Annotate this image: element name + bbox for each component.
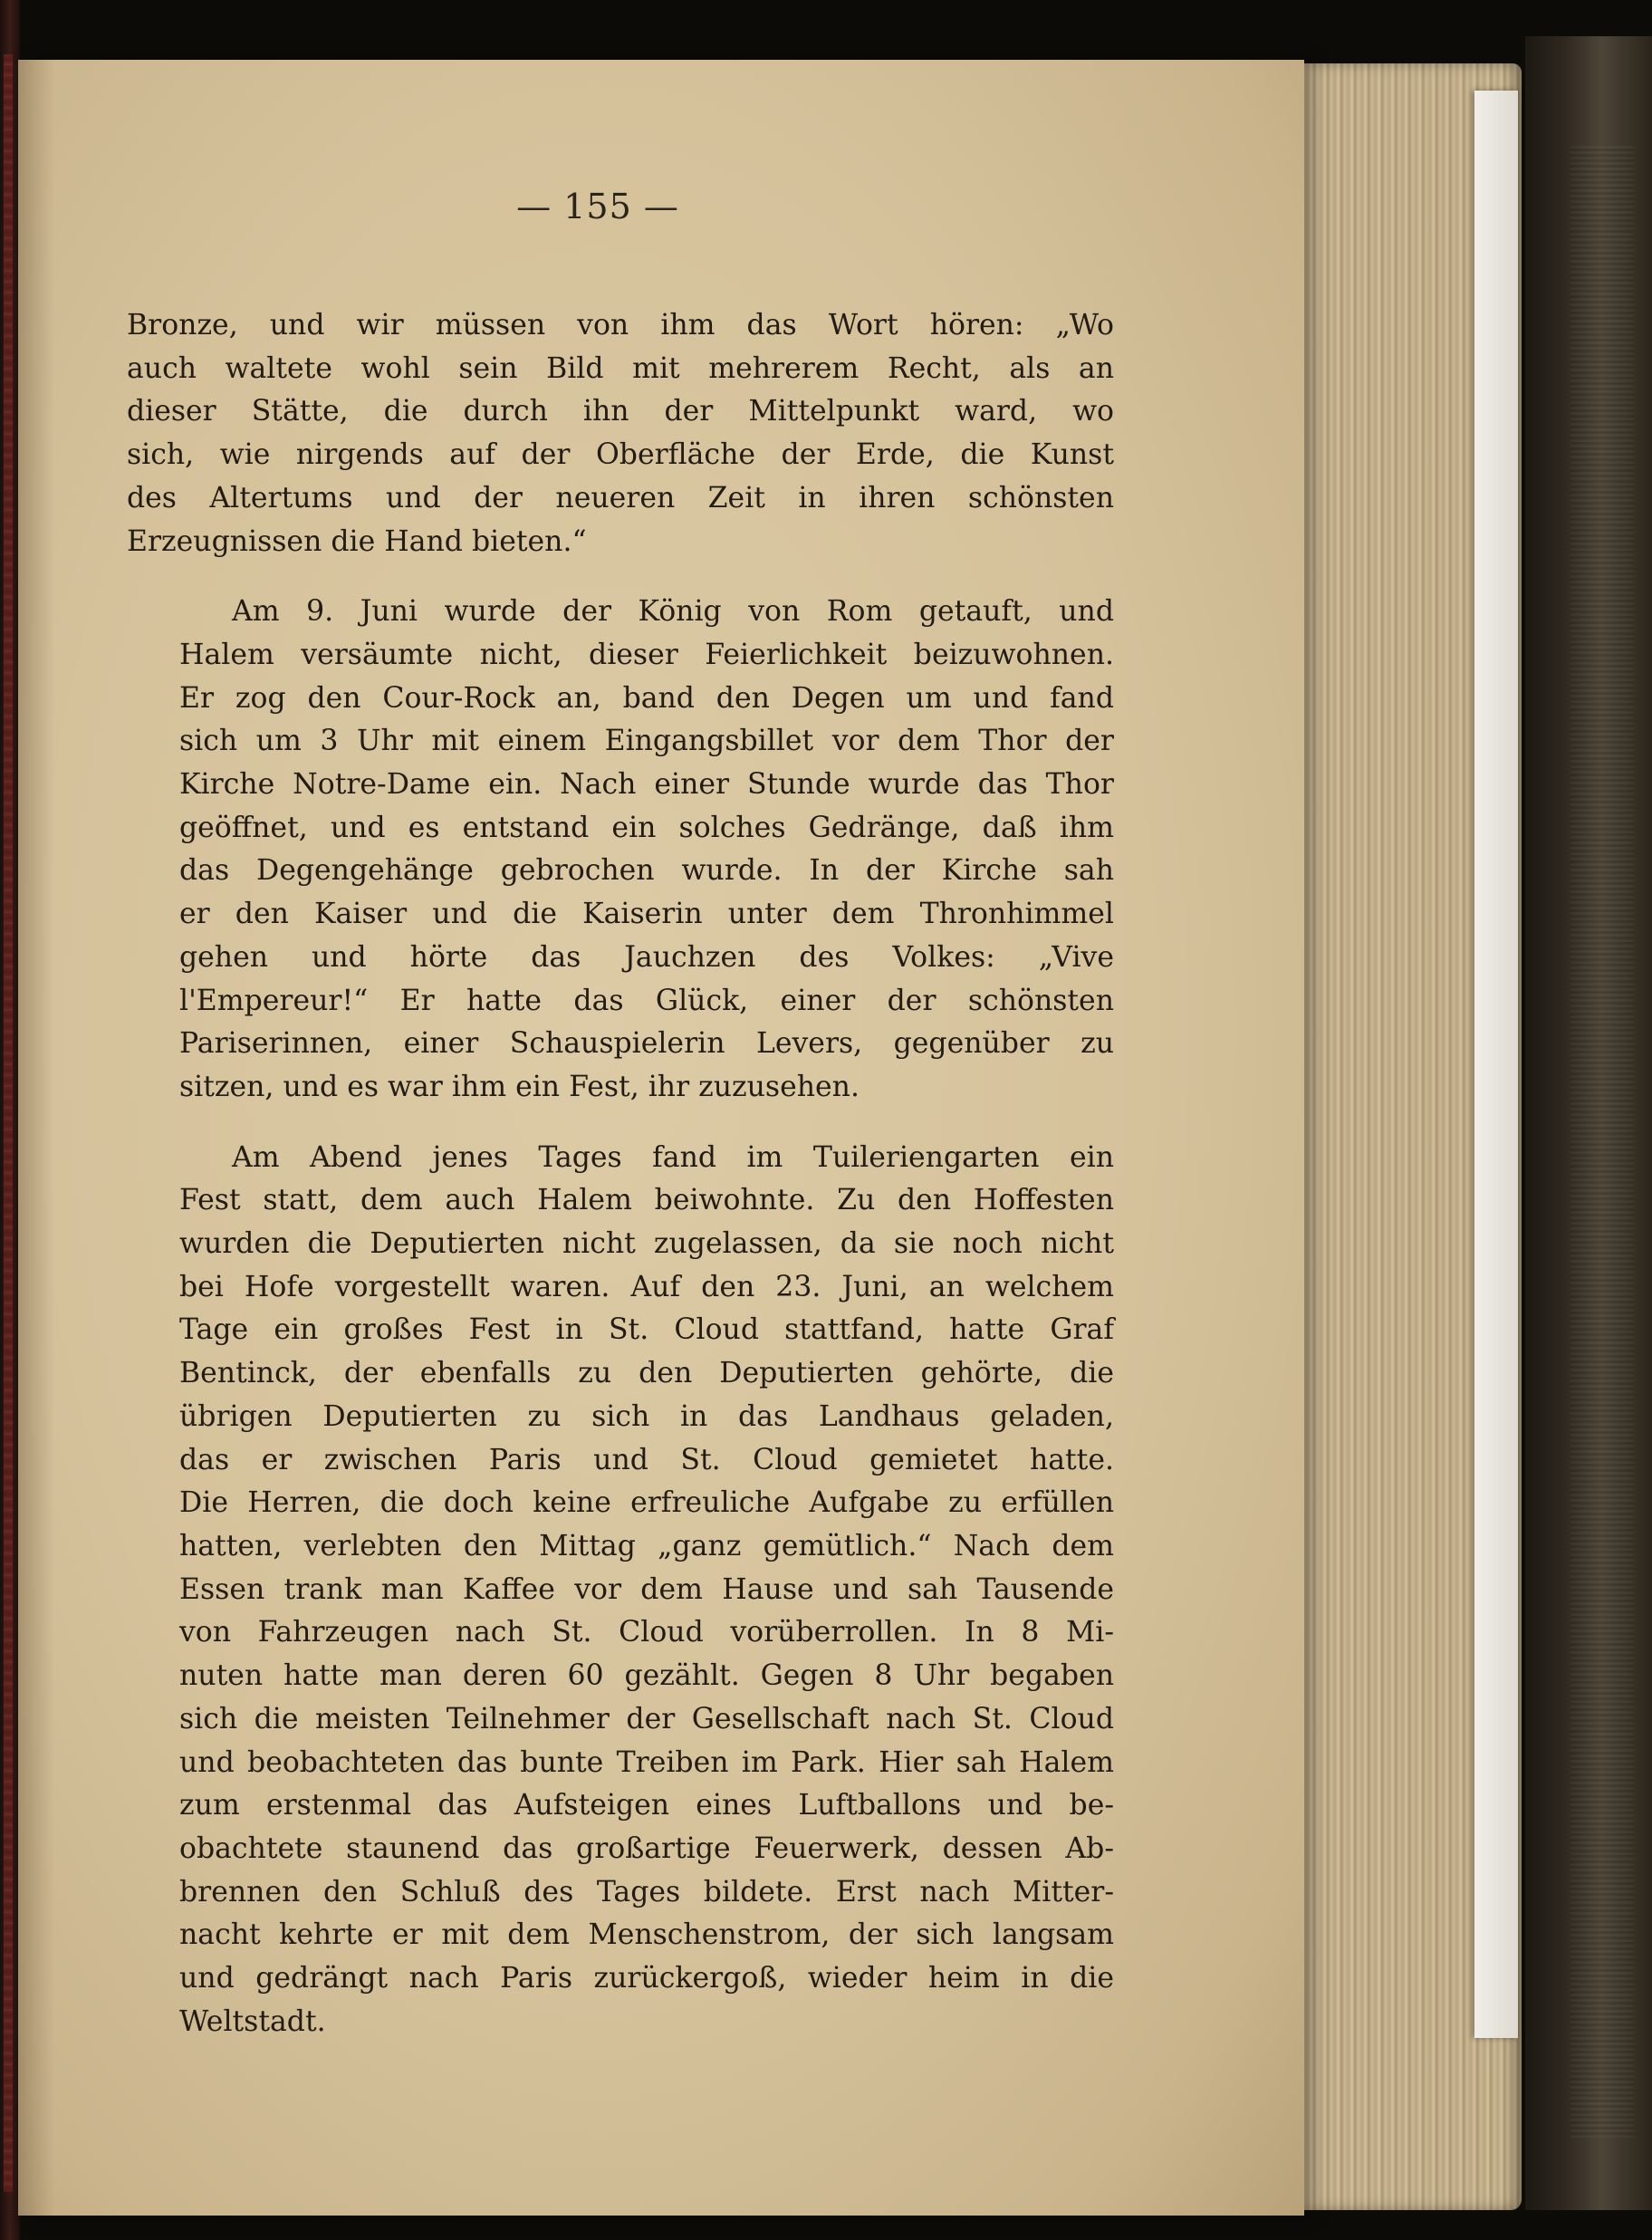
cover-texture — [1570, 145, 1634, 2138]
text-line: Weltstadt. — [179, 2004, 326, 2038]
text-line: und gedrängt nach Paris zurückergoß, wieder heim in die — [179, 1962, 1114, 1995]
book-cover-left — [0, 0, 20, 2240]
text-line: Erzeugnissen die Hand bieten.“ — [127, 524, 587, 558]
body-text — [127, 304, 1114, 2043]
text-line: auch waltete wohl sein Bild mit mehrerem Recht, als an — [127, 351, 1114, 385]
text-line: Er zog den Cour-Rock an, band den Degen um und fand — [179, 681, 1114, 715]
text-line: Bentinck, der ebenfalls zu den Deputierten gehörte, die — [179, 1357, 1114, 1390]
paragraph-2 — [127, 591, 1114, 1109]
text-line: sich, wie nirgends auf der Oberfläche der Erde, die Kunst — [127, 438, 1114, 472]
text-line: Kirche Notre-Dame ein. Nach einer Stunde wurde das Thor — [179, 768, 1114, 802]
text-line: von Fahrzeugen nach St. Cloud vorüberrollen. In 8 Mi- — [179, 1616, 1114, 1649]
text-line: übrigen Deputierten zu sich in das Landhaus geladen, — [179, 1399, 1114, 1433]
text-line: bei Hofe vorgestellt waren. Auf den 23. Juni, an welchem — [179, 1270, 1114, 1303]
paragraph-1 — [127, 304, 1114, 563]
text-line: des Altertums und der neueren Zeit in ihren schönsten — [127, 481, 1114, 514]
text-line: zum erstenmal das Aufsteigen eines Luftballons und be- — [179, 1789, 1114, 1822]
text-line: nuten hatte man deren 60 gezählt. Gegen 8 Uhr begaben — [179, 1659, 1114, 1693]
bookmark-slip — [1474, 91, 1518, 2038]
text-line: Essen trank man Kaffee vor dem Hause und sah Tausende — [179, 1572, 1114, 1606]
text-line: Bronze, und wir müssen von ihm das Wort hören: „Wo — [127, 309, 1114, 341]
text-line: Pariserinnen, einer Schauspielerin Levers, gegenüber zu — [179, 1027, 1114, 1061]
page-number: — 155 — — [516, 187, 679, 226]
text-line: Am Abend jenes Tages fand im Tuileriengarten ein — [232, 1140, 1114, 1174]
text-line: obachtete staunend das großartige Feuerwerk, dessen Ab- — [179, 1831, 1114, 1865]
text-line: Tage ein großes Fest in St. Cloud stattfand, hatte Graf — [179, 1313, 1114, 1347]
book-page — [18, 60, 1304, 2216]
text-line: Die Herren, die doch keine erfreuliche Aufgabe zu erfüllen — [179, 1486, 1114, 1520]
text-line: geöffnet, und es entstand ein solches Gedränge, daß ihm — [179, 811, 1114, 844]
text-line: Halem versäumte nicht, dieser Feierlichkeit beizuwohnen. — [179, 638, 1114, 671]
text-line: das Degengehänge gebrochen wurde. In der Kirche sah — [179, 854, 1114, 888]
text-line: gehen und hörte das Jauchzen des Volkes: „Vive — [179, 940, 1114, 974]
text-line: brennen den Schluß des Tages bildete. Erst nach Mitter- — [179, 1875, 1114, 1908]
text-line: wurden die Deputierten nicht zugelassen, da sie noch nicht — [179, 1227, 1114, 1261]
text-line: hatten, verlebten den Mittag „ganz gemütlich.“ Nach dem — [179, 1529, 1114, 1562]
text-line: Fest statt, dem auch Halem beiwohnte. Zu den Hoffesten — [179, 1184, 1114, 1217]
text-line: dieser Stätte, die durch ihn der Mittelpunkt ward, wo — [127, 395, 1114, 428]
text-line: nacht kehrte er mit dem Menschenstrom, der sich langsam — [179, 1918, 1114, 1952]
text-line: sich um 3 Uhr mit einem Eingangsbillet vor dem Thor der — [179, 725, 1114, 758]
text-line: das er zwischen Paris und St. Cloud gemietet hatte. — [179, 1443, 1114, 1476]
text-line: er den Kaiser und die Kaiserin unter dem Thronhimmel — [179, 898, 1114, 931]
text-line: l'Empereur!“ Er hatte das Glück, einer der schönsten — [179, 984, 1114, 1017]
cover-edge — [4, 54, 13, 2192]
text-line: sich die meisten Teilnehmer der Gesellschaft nach St. Cloud — [179, 1702, 1114, 1735]
book-cover-right — [1525, 36, 1652, 2210]
text-line: sitzen, und es war ihm ein Fest, ihr zuzusehen. — [179, 1070, 860, 1103]
paragraph-3 — [127, 1137, 1114, 2044]
text-line: Am 9. Juni wurde der König von Rom getauft, und — [232, 595, 1114, 629]
text-line: und beobachteten das bunte Treiben im Park. Hier sah Halem — [179, 1745, 1114, 1779]
